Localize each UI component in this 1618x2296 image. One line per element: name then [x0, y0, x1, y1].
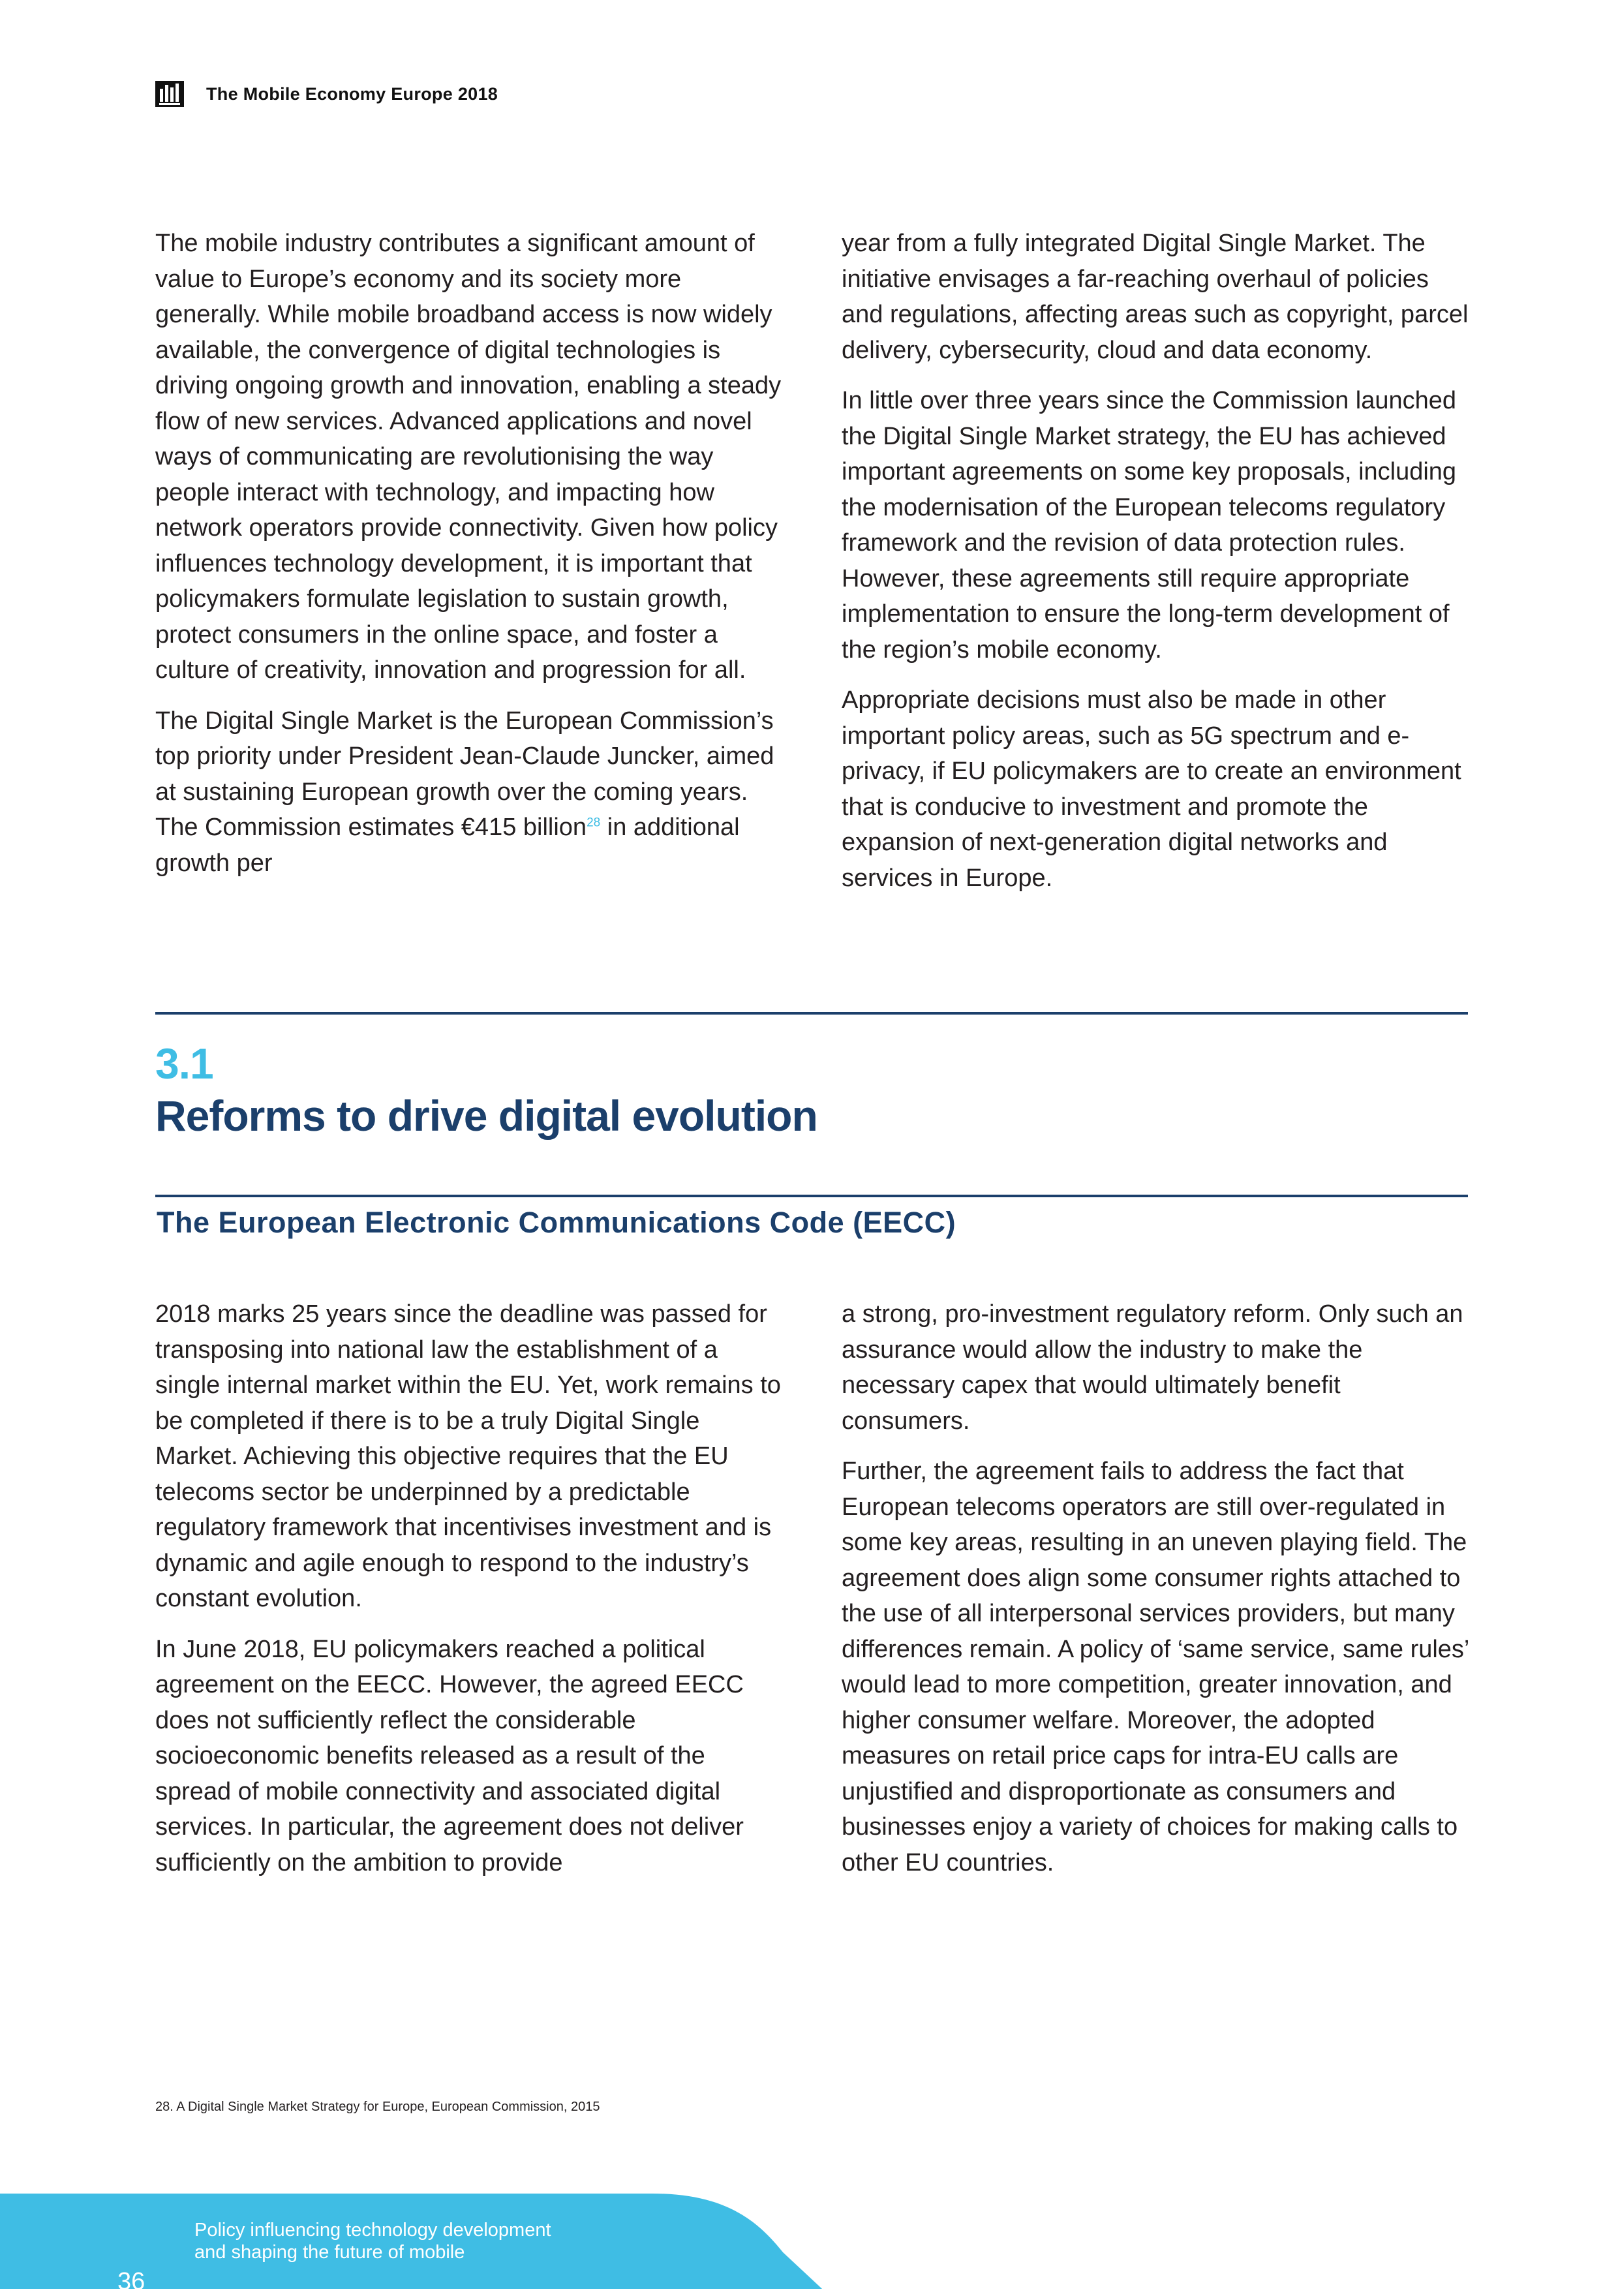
eecc-right-column — [842, 1296, 1471, 1895]
eecc-paragraph: a strong, pro-investment regulatory reform. Only such an assurance would allow the industry to make the necessary capex that would ultimately benefit consumers. — [842, 1300, 1463, 1435]
section-title: Reforms to drive digital evolution — [155, 1092, 817, 1140]
publication-title: The Mobile Economy Europe 2018 — [206, 84, 498, 104]
footnote: 28. A Digital Single Market Strategy for Europe, European Commission, 2015 — [155, 2100, 600, 2114]
section-divider-bottom — [155, 1195, 1468, 1197]
page-number: 36 — [117, 2268, 145, 2295]
intro-paragraph: The mobile industry contributes a significant amount of value to Europe’s economy and its society more generally. While mobile broadband access is now widely available, the convergence of digital technologies is driving ongoing growth and innovation, enabling a steady flow of new services. Advanced applications and novel ways of communicating are revolutionising the way people interact with technology, and impacting how network operators provide connectivity. Given how policy influences technology development, it is important that policymakers formulate legislation to sustain growth, protect consumers in the online space, and foster a culture of creativity, innovation and progression for all. — [155, 230, 782, 684]
intro-paragraph: Appropriate decisions must also be made in other important policy areas, such as 5G spectrum and e-privacy, if EU policymakers are to create an environment that is conducive to investment and promote the expansion of next-generation digital networks and services in Europe. — [842, 686, 1461, 892]
intro-paragraph: year from a fully integrated Digital Single Market. The initiative envisages a far-reaching overhaul of policies and regulations, affecting areas such as copyright, parcel delivery, cybersecurity, cloud and data economy. — [842, 230, 1469, 364]
intro-paragraph: In little over three years since the Commission launched the Digital Single Market strategy, the EU has achieved important agreements on some key proposals, including the modernisation of the European telecoms regulatory framework and the revision of data protection rules. However, these agreements still require appropriate implementation to ensure the long-term development of the region’s mobile economy. — [842, 387, 1457, 664]
gsma-logo-icon — [155, 81, 184, 107]
eecc-paragraph: In June 2018, EU policymakers reached a political agreement on the EECC. However, the agreed EECC does not sufficiently reflect the considerable socioeconomic benefits released as a result of the spread of mobile connectivity and associated digital services. In particular, the agreement does not deliver sufficiently on the ambition to provide — [155, 1635, 744, 1876]
intro-left-column — [155, 226, 785, 896]
intro-right-column — [842, 226, 1471, 911]
subheading: The European Electronic Communications Code (EECC) — [157, 1206, 956, 1239]
footer-line: Policy influencing technology development — [194, 2220, 551, 2241]
footer-line: and shaping the future of mobile — [194, 2242, 465, 2263]
footnote-reference[interactable]: 28 — [587, 816, 601, 830]
intro-text: in additional growth per — [155, 814, 740, 877]
eecc-paragraph: 2018 marks 25 years since the deadline was passed for transposing into national law the establishment of a single internal market within the EU. Yet, work remains to be completed if there is to be a truly Digital Single Market. Achieving this objective requires that the EU telecoms sector be underpinned by a predictable regulatory framework that incentivises investment and is dynamic and agile enough to respond to the industry’s constant evolution. — [155, 1300, 781, 1612]
intro-text: The Digital Single Market is the European Commission’s top priority under President Jean-Claude Juncker, aimed at sustaining European growth over the coming years. The Commission estimates €415 billion — [155, 707, 774, 841]
footer-caption — [194, 2219, 551, 2263]
section-number: 3.1 — [155, 1039, 213, 1088]
page-header — [155, 81, 498, 107]
eecc-paragraph: Further, the agreement fails to address the fact that European telecoms operators are still over-regulated in some key areas, resulting in an uneven playing field. The agreement does align some consumer rights attached to the use of all interpersonal services providers, but many differences remain. A policy of ‘same service, same rules’ would lead to more competition, greater innovation, and higher consumer welfare. Moreover, the adopted measures on retail price caps for intra-EU calls are unjustified and disproportionate as consumers and businesses enjoy a variety of choices for making calls to other EU countries. — [842, 1458, 1469, 1876]
section-divider-top — [155, 1012, 1468, 1015]
intro-paragraph — [155, 703, 785, 881]
eecc-left-column — [155, 1296, 785, 1895]
